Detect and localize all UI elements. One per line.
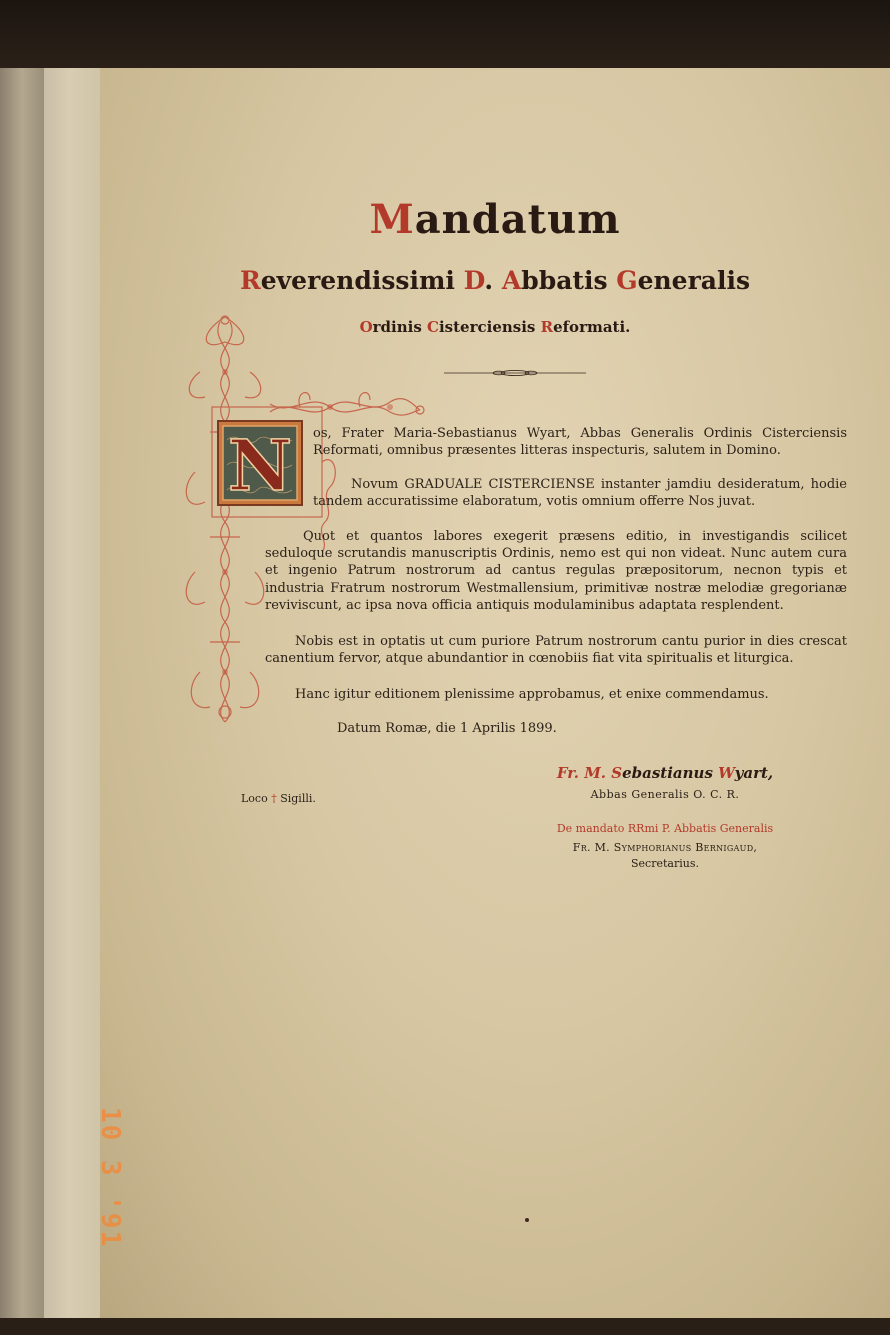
paragraph-greeting: os, Frater Maria-Sebastianus Wyart, Abbas Generalis Ordinis Cisterciensis Reformati, omnibus præsentes litteras inspecturis, salutem in Domino. (313, 426, 847, 459)
paper-speck (525, 1218, 529, 1222)
cross-icon: † (271, 792, 277, 805)
order-name: Ordinis Cisterciensis Reformati. (359, 318, 631, 336)
document-title: Mandatum (369, 196, 621, 243)
signature-name: Fr. M. Sebastianus Wyart, (556, 764, 774, 782)
seal-place: Loco † Sigilli. (241, 792, 316, 805)
paragraph-labores: Quot et quantos labores exegerit præsens editio, in investigandis scilicet seduloque scrutandis manuscriptis Ordinis, nemo est qui non videat. Nunc autem cura et ingenio Patrum nostrorum ad cantus regulas præpositorum, necnon typis et industria Fratrum nostrorum Westmallensium, primitivæ nostræ melodiæ gregorianæ reviviscunt, ac ipsa nova officia antiquis modulaminibus adaptata resplendent. (265, 529, 847, 613)
divider-ornament (444, 369, 586, 377)
floral-border-ornament (180, 312, 425, 732)
svg-text:N: N (228, 424, 292, 506)
scan-top-shadow (0, 0, 890, 68)
film-date-stamp (88, 1105, 128, 1265)
document-subtitle: Reverendissimi D. Abbatis Generalis (239, 266, 751, 295)
secretary-name: Fr. M. Symphorianus Bernigaud, (572, 841, 758, 854)
svg-text:10 3 '91: 10 3 '91 (95, 1107, 125, 1249)
paragraph-approbamus: Hanc igitur editionem plenissime approbamus, et enixe commendamus. (295, 687, 769, 702)
date-line: Datum Romæ, die 1 Aprilis 1899. (337, 721, 557, 736)
scan-bottom-shadow (0, 1318, 890, 1335)
secretary-title: Secretarius. (631, 857, 699, 870)
paragraph-graduale: Novum GRADUALE CISTERCIENSE instanter jamdiu desideratum, hodie tandem accuratissime elaboratum, votis omnium offerre Nos juvat. (313, 477, 847, 510)
signature-title: Abbas Generalis O. C. R. (590, 788, 740, 801)
paragraph-optatis: Nobis est in optatis ut cum puriore Patrum nostrorum cantu purior in dies crescat canentium fervor, atque abundantior in cœnobiis fiat vita spiritualis et liturgica. (265, 634, 847, 667)
illuminated-initial-n (217, 420, 303, 506)
book-cover-edge (0, 68, 44, 1323)
mandate-line: De mandato RRmi P. Abbatis Generalis (556, 822, 774, 835)
